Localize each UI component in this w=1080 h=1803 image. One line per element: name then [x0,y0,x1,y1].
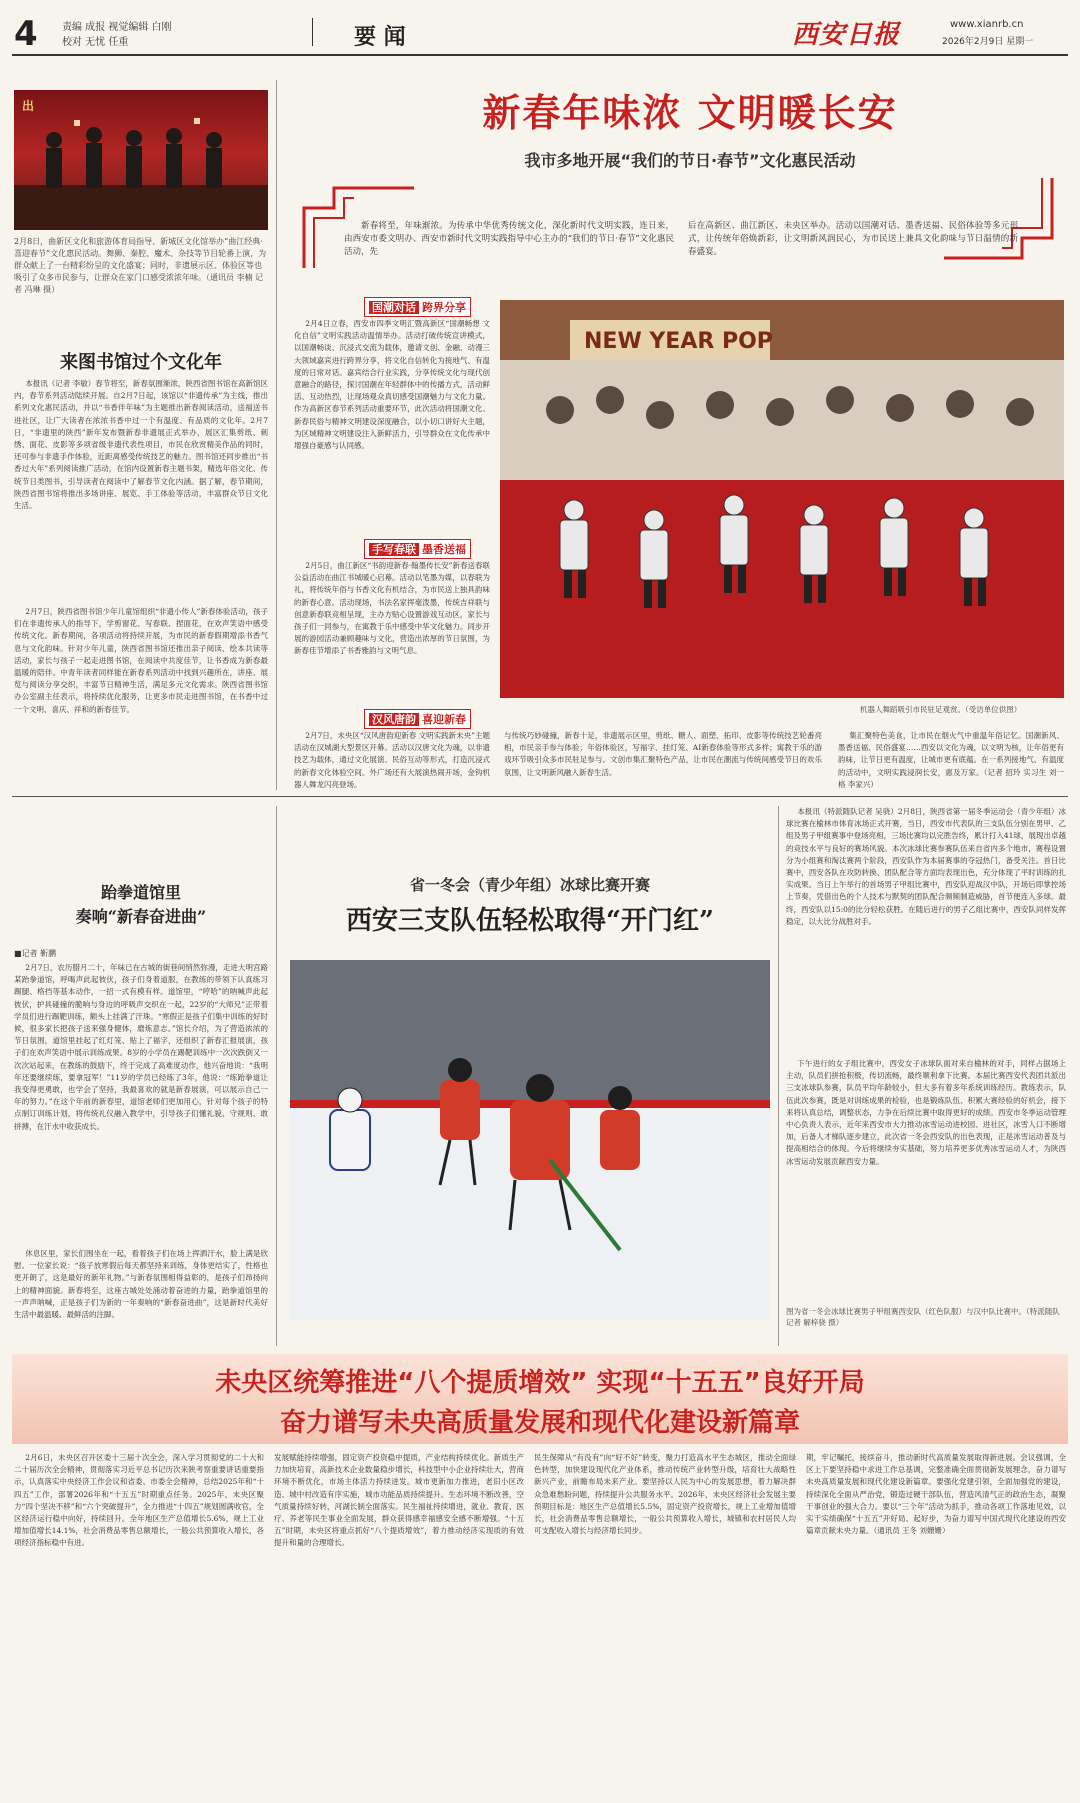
column-rule-left-2 [276,806,277,1346]
tag-hanfeng [364,708,471,729]
library-body-2: 2月7日，陕西省图书馆少年儿童馆组织“非遗小传人”新春体验活动，孩子们在非遗传承人的指导下，学剪窗花、写春联、捏面花，在欢声笑语中感受传统文化。新春期间，各项活动将持续开展，为市民的新春假期增添书香气息与文化韵味。针对少年儿童，陕西省图书馆还推出亲子阅读、绘本共读等活动，家长与孩子一起走进图书馆，在阅读中共度佳节，让书香成为新春最温暖的陪伴。中青年读者同样能在新春系列活动中找到兴趣所在，讲座、展览与阅读分享交织，丰富节日精神生活，满足多元文化需求。陕西省图书馆办公室副主任表示，将持续优化服务，让更多市民走进图书馆，在书香中过一个文明、喜庆、祥和的新春佳节。 [14,607,268,714]
weiyang-col1: 2月6日，未央区召开区委十三届十次全会，深入学习贯彻党的二十大和二十届历次全会精神，贯彻落实习近平总书记历次来陕考察重要讲话重要指示，认真落实中央经济工作会议和省委、市委全会精神，总结2025年和“十四五”工作，部署2026年和“十五五”时期重点任务。2025年，未央区聚力“四个坚决不移”和“六个突破提升”，全力推进“十四五”规划圆满收官，全区经济运行稳中向好，持续回升。全年地区生产总值增长5.6%，规上工业增加值增长14.1%，社会消费品零售总额增长，一般公共预算收入增长，各项经济指标稳中有进。 [14,1453,264,1548]
tag-chunlian-a: 手写春联 [369,543,419,556]
tag-guochao-a: 国潮对话 [369,301,419,314]
tag-guochao [364,296,471,317]
library-title: 来图书馆过个文化年 [60,352,222,373]
issue-date: 2026年2月9日 星期一 [942,37,1034,47]
column-rule-left [276,80,277,790]
main-story-subtitle: 我市多地开展“我们的节日·春节”文化惠民活动 [524,151,856,170]
hockey-caption: 图为省一冬会冰球比赛男子甲组赛西安队（红色队服）与汉中队比赛中。（特派随队记者 解梓骁 摄） [786,1307,1060,1327]
editors-line-1: 责编 成报 视觉编辑 白刚 [62,22,172,33]
weiyang-headline-1: 未央区统筹推进“八个提质增效” 实现“十五五”良好开局 [215,1368,865,1398]
hockey-photo [290,960,770,1320]
masthead [0,0,1080,62]
robot-photo-caption: 机器人舞蹈吸引市民驻足观赏。（受访单位供图） [860,705,1022,714]
taekwondo-byline: ■记者 靳鹏 [14,949,57,958]
weiyang-col2: 发展赋能持续增强，固定资产投资稳中提质，产业结构持续优化。新质生产力加快培育，高新技术企业数量稳步增长，科技型中小企业持续壮大，营商环境不断优化，市场主体活力持续迸发。城市更新加力推进，老旧小区改造、城中村改造有序实施，城市功能品质持续提升。生态环境不断改善，空气质量持续好转，河湖长制全面落实。民生福祉持续增进，就业、教育、医疗、养老等民生事业全面发展，群众获得感幸福感安全感不断增强。“十五五”时期，未央区将重点抓好“八个提质增效”，着力推动经济实现质的有效提升和量的合理增长。 [274,1453,524,1548]
editors-line-2: 校对 无忧 任重 [62,37,129,48]
performers-illustration [14,90,268,230]
main-lead-col1: 新春将至，年味渐浓。为传承中华优秀传统文化，深化新时代文明实践，连日来，由西安市委文明办、西安市新时代文明实践指导中心主办的“我们的节日·春节”文化惠民活动，先 [344,221,674,257]
masthead-rule [12,54,1068,56]
column-rule-right-2 [778,806,779,1346]
svg-text:出: 出 [22,99,35,113]
hockey-illustration [290,960,770,1320]
tag-chunlian-b: 墨香送福 [422,543,466,556]
tag-hanfeng-b: 喜迎新春 [422,713,466,726]
tag-hanfeng-a: 汉风唐韵 [369,713,419,726]
pop-banner-text: NEW YEAR POP [584,329,773,354]
hockey-body: 本报讯（特派随队记者 吴骁）2月8日，陕西省第一届冬季运动会（青少年组）冰球比赛在榆林市体育冰场正式开赛，当日，西安市代表队的三支队伍分别在男甲、乙组及男子甲组赛事中登场亮相，三场比赛均以完胜告终，累计打入41球，展现出卓越的竞技水平与良好的赛场风貌。本次冰球比赛参赛队伍来自省内多个地市，赛程设置分为小组赛和淘汰赛两个阶段，西安队作为本届赛事的夺冠热门，备受关注。首日比赛中，西安各队在攻防转换、团队配合等方面均表现出色，充分体现了平时训练的扎实成果。当日上午举行的首场男子甲组比赛中，西安队迎战汉中队，开场后即掌控场上节奏，凭借出色的个人技术与默契的团队配合频频制造威胁，首节便连入多球。最终，西安队以15:0的比分轻松获胜。在随后进行的男子乙组比赛中，西安队同样发挥稳定，以大比分战胜对手。 [786,807,1066,926]
newspaper-logo: 西安日报 [792,20,901,50]
section-divider-mid [12,796,1068,797]
main-body-1: 2月4日立春，西安市四季文明汇暨高新区“国潮畅想 文化自信”文明实践活动温情举办。活动打破传统宣讲模式，以国潮畅谈、沉浸式交流为载体，邀请文创、金融、动漫三大领域嘉宾进行跨界分享，将文化自信转化为接地气、有温度的日常对话。嘉宾结合行业实践，分享传统文化与现代创意融合的路径，探讨国潮在年轻群体中的传播方式，活动鲜活、互动热烈，让现场观众真切感受国潮魅力与文化力量。作为高新区春节系列活动重要环节，此次活动将国潮文化、新春民俗与精神文明建设深度融合，以小切口讲好大主题，为区域精神文明建设注入新鲜活力，引导群众在文化传承中增强自豪感与认同感。 [294,319,490,451]
library-body: 本报讯（记者 李敏）春节将至，新春氛围渐浓，陕西省图书馆在高新馆区内，春节系列活动陆续开展。自2月7日起，该馆以“非遗传承”为主线，推出系列文化惠民活动，并以“书香伴年味”为主题推出新春阅读活动，送福送书进社区，让广大读者在浓浓书香中过一个有温度、有品质的文化年。2月7日，“非遗里的陕西”新年发布暨新春非遗展正式举办，展区汇集剪纸、刺绣、面花、皮影等多项省级非遗代表性项目，市民在欣赏精美作品的同时，还可参与非遗手作体验，近距离感受传统技艺的魅力。图书馆还同步推出“书香过大年”系列阅读推广活动，在馆内设置新春主题书架，精选年俗文化、传统节日类图书，引导读者在阅读中了解春节文化内涵。据了解，春节期间，陕西省图书馆将推出多场讲座、展览、手工体验等活动，丰富群众节日文化生活。 [14,379,268,511]
robot-photo [500,300,1064,698]
taekwondo-body: 2月7日，农历腊月二十，年味已在古城的街巷间悄然弥漫，走进大明宫路某跆拳道馆，呼喝声此起彼伏，孩子们身着道服，在教练的带领下认真练习踢腿、格挡等基本动作，一招一式有模有样。道馆里，“哼哈”的呐喊声此起彼伏，护具碰撞的脆响与身边的呼吸声交织在一起，22岁的“大师兄”正带着学员们进行踢靶训练，额头上挂满了汗珠。“寒假正是孩子们集中训练的好时候，很多家长把孩子送来强身健体，磨炼意志。”馆长介绍，为了营造浓浓的节日氛围，道馆里挂起了红灯笼、贴上了福字，还组织了新春汇报展演，孩子们在欢声笑语中展示训练成果。8岁的小学员在踢靶训练中一次次跌倒又一次次站起来，在教练的鼓励下，终于完成了高难度动作，他兴奋地说：“我明年还要继续练，要拿冠军！”11岁的学员已经练了3年，他说：“练跆拳道让我变得更勇敢，也学会了坚持，我最喜欢的就是新春展演，可以展示自己一年的努力。”在这个年前的新春里，道馆老师们更加用心，针对每个孩子的特点制订训练计划，将传统礼仪融入教学中，引导孩子们懂礼貌、守规则、敢拼搏，在汗水中收获成长。 [14,963,268,1131]
main-body-3-col2: 与传统巧妙碰撞，新春十足，非遗展示区里，剪纸、糖人、面塑、拓印、皮影等传统技艺轮番亮相，市民亲手参与体验；年俗体验区，写福字、挂灯笼、AI新春体验等形式多样；寓教于乐的游戏环节吸引众多市民驻足参与。文创市集汇聚特色产品，让市民在潮流与传统间感受节日的欢乐氛围，让文明新风融入新春生活。 [504,731,822,777]
weiyang-col3: 民生保障从“有没有”向“好不好”转变，聚力打造高水平生态城区，推动全面绿色转型，加快建设现代化产业体系，推动传统产业转型升级，培育壮大战略性新兴产业，前瞻布局未来产业。要坚持以人民为中心的发展思想，着力解决群众急难愁盼问题，持续提升公共服务水平。2026年，未央区经济社会发展主要预期目标是：地区生产总值增长5.5%，固定资产投资增长，规上工业增加值增长，社会消费品零售总额增长，一般公共预算收入增长，城镇和农村居民人均可支配收入增长与经济增长同步。 [534,1453,796,1536]
main-lead-col2: 后在高新区、曲江新区、未央区举办。活动以国潮对话、墨香送福、民俗体验等多元形式，让传统年俗焕新彩，让文明新风润民心，为市民送上兼具文化韵味与节日温情的新春盛宴。 [688,221,1018,257]
taekwondo-body-2: 休息区里，家长们围坐在一起，看着孩子们在场上挥洒汗水，脸上满是欣慰。一位家长说：“孩子放寒假后每天都坚持来训练，身体更结实了，性格也更开朗了，这是最好的新年礼物。”与新春氛围相得益彰的，是孩子们昂扬向上的精神面貌。新春将至，这座古城处处涌动着奋进的力量，跆拳道馆里的一声声呐喊，正是孩子们为新的一年奏响的“新春奋进曲”，这是新时代美好生活中最温暖、最鲜活的注脚。 [14,1249,268,1320]
weiyang-col4: 期，牢记嘱托，接续奋斗，推动新时代高质量发展取得新进展。会议强调，全区上下要坚持稳中求进工作总基调，完整准确全面贯彻新发展理念，奋力谱写未央高质量发展和现代化建设新篇章。要强化党建引领，全面加强党的建设，持续深化全面从严治党，锻造过硬干部队伍，营造风清气正的政治生态，凝聚干事创业的强大合力。要以“三个年”活动为抓手，推动各项工作落地见效，以实干实绩确保“十五五”开好局、起好步，为奋力谱写中国式现代化建设的西安篇章贡献未央力量。（通讯员 王冬 刘姗姗） [806,1453,1066,1536]
website-url: www.xianrb.cn [950,19,1024,30]
library-photo [14,90,268,230]
taekwondo-title-1: 跆拳道馆里 [100,883,181,902]
hockey-body-2: 下午进行的女子组比赛中，西安女子冰球队面对来自榆林的对手，同样占据场上主动，队员们拼抢积极，传切流畅，最终顺利拿下比赛。本届比赛西安代表团共派出三支冰球队参赛，队员平均年龄较小，但大多有着多年系统训练经历。教练表示，队伍此次参赛，既是对训练成果的检验，也是锻炼队伍、积累大赛经验的好机会，接下来将认真总结，调整状态，力争在后续比赛中取得更好的成绩。西安市冬季运动管理中心负责人表示，近年来西安市大力推动冰雪运动进校园、进社区，冰雪人口不断增加，后备人才梯队逐步建立，此次省一冬会西安队的出色表现，正是冰雪运动普及与提高相结合的体现。今后将继续夯实基础，努力培养更多优秀冰雪运动人才，为陕西冰雪运动发展贡献西安力量。 [786,1059,1066,1166]
robot-dance-illustration [500,300,1064,698]
tag-guochao-b: 跨界分享 [422,301,466,314]
hockey-title: 西安三支队伍轻松取得“开门红” [346,906,714,936]
main-story-title: 新春年味浓 文明暖长安 [482,90,898,135]
main-body-2: 2月5日，曲江新区“书韵迎新春·翰墨传长安”新春送春联公益活动在曲江书城暖心启幕。活动以笔墨为媒，以春联为礼，将传统年俗与书香文化有机结合，为市民送上独具韵味的新春心意。活动现场，书法名家挥毫泼墨，传统吉祥联与创意新春联竞相呈现，主办方贴心设置游戏互动区，家长与孩子们一同参与，在寓教于乐中感受中华文化魅力。同步开展的游园活动兼顾趣味与文化，营造出浓厚的节日氛围，为新春佳节增添了书香雅韵与文明气息。 [294,561,490,656]
taekwondo-title-2: 奏响“新春奋进曲” [75,907,207,926]
page-number: 4 [14,14,38,54]
section-divider [312,18,313,46]
weiyang-headline-2: 奋力谱写未央高质量发展和现代化建设新篇章 [279,1408,800,1438]
section-name: 要 闻 [354,25,406,50]
library-photo-caption: 2月8日，曲新区文化和旅游体育局指导、新城区文化馆举办“曲江经典·喜迎春节”文化惠民活动。舞狮、秦腔、魔术、杂技等节目轮番上演，为群众献上了一台精彩纷呈的文化盛宴；同时，非遗展示区、体验区等也吸引了众多市民参与，让群众在家门口感受浓浓年味。（通讯员 李楠 记者 冯琳 摄） [14,237,267,294]
hockey-kicker: 省一冬会（青少年组）冰球比赛开赛 [409,876,650,894]
tag-chunlian [364,538,471,559]
main-body-3-col3: 集汇聚特色美食，让市民在烟火气中重温年俗记忆。国潮新风、墨香送福、民俗盛宴……西安以文化为魂，以文明为核，让年俗更有韵味，让节日更有温度，让城市更有底蕴。在一系列接地气、有温度的活动中，文明实践浸润长安，惠及万家。（记者 招玲 实习生 刘一格 李家兴） [838,731,1064,789]
main-body-3: 2月7日，未央区“汉风唐韵迎新春 文明实践新未央”主题活动在汉城湖大型景区开幕。活动以汉唐文化为魂，以非遗技艺为载体，通过文化展演、民俗互动等形式，打造沉浸式的新春文化体验空间。外广场还有大展演热闹开场，金钩机器人舞龙闪亮登场。 [294,731,490,789]
